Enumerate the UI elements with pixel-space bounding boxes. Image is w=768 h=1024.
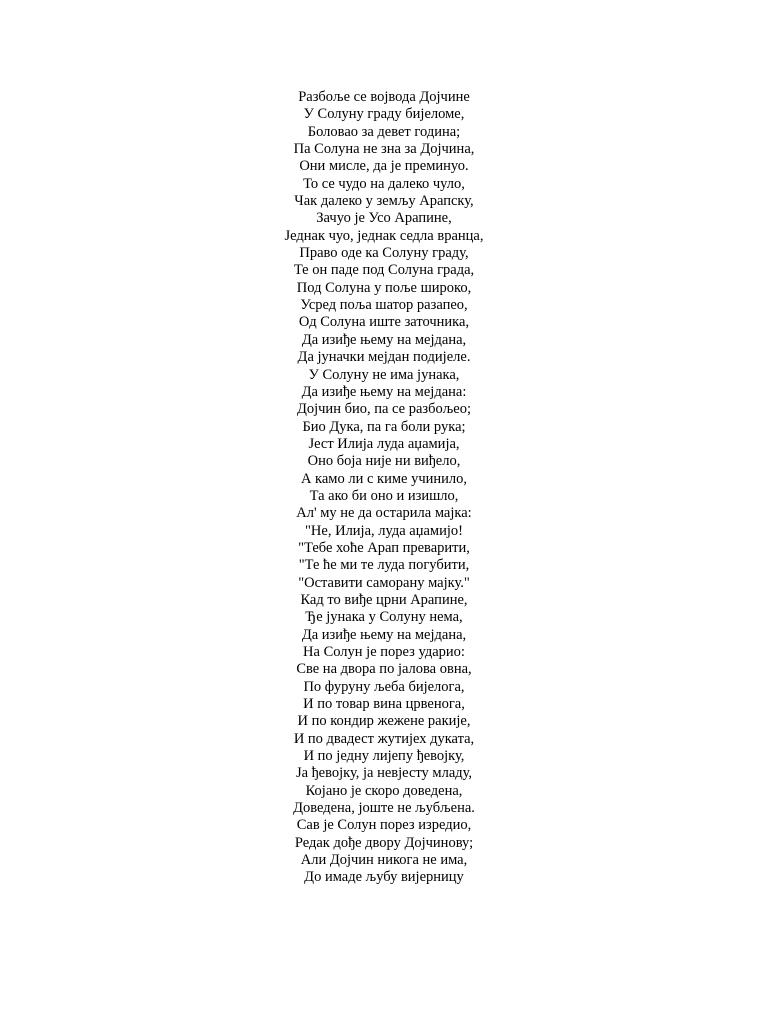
poem-line: Јест Илија луда аџамија,: [308, 435, 460, 452]
poem-line: Та ако би оно и изишло,: [309, 487, 459, 504]
poem-line: И по кондир жежене ракије,: [297, 713, 471, 730]
poem-line: Па Солуна не зна за Дојчина,: [293, 141, 475, 158]
poem-line: До имаде љубу вијерницу: [304, 869, 464, 886]
poem-line: Под Солуна у поље широко,: [296, 279, 472, 296]
poem-line: Разбоље се војвода Дојчине: [298, 89, 470, 105]
poem-line: Сав је Солун порез изредио,: [296, 817, 472, 834]
poem-line: У Солуну не има јунака,: [308, 366, 460, 383]
poem-line: Они мисле, да је преминуо.: [299, 158, 469, 175]
poem-line: И по једну лијепу ђевојку,: [303, 748, 465, 765]
poem-line: На Солун је порез ударио:: [303, 644, 465, 660]
poem-line: Од Солуна иште заточника,: [298, 314, 470, 331]
poem-line: Био Дука, па га боли рука;: [302, 418, 466, 435]
poem-line: Дојчин био, па се разбољео;: [296, 401, 472, 418]
poem-line: Доведена, јоште не љубљена.: [293, 800, 475, 817]
poem-line: А камо ли с киме учинило,: [300, 470, 468, 487]
poem-line: Чак далеко у земљу Арапску,: [294, 193, 474, 210]
poem-line: Али Дојчин никога не има,: [300, 852, 468, 869]
poem-line: И по двадест жутијех дуката,: [293, 730, 475, 747]
poem-line: Оно боја није ни виђело,: [307, 453, 461, 470]
poem-line: Право оде ка Солуну граду,: [299, 245, 469, 262]
poem-line: Да јуначки мејдан подијеле.: [297, 349, 471, 366]
poem-line: Редак дође двору Дојчинову;: [294, 834, 474, 851]
document-page: [0, 89, 768, 887]
poem-line: То се чудо на далеко чуло,: [303, 175, 465, 192]
poem-line: "Тебе хоће Арап преварити,: [298, 539, 470, 556]
poem-line: Те он паде под Солуна града,: [293, 262, 475, 279]
poem-line: Ал' му не да остарила мајка:: [296, 505, 472, 522]
poem-line: Да изиђе њему на мејдана,: [301, 331, 467, 348]
poem-line: Зачуо је Усо Арапине,: [316, 210, 452, 227]
poem-text: [0, 89, 768, 887]
poem-line: Све на двора по јалова овна,: [296, 661, 472, 678]
poem-line: "Не, Илија, луда аџамијо!: [305, 522, 463, 539]
poem-line: Усред поља шатор разапео,: [300, 297, 468, 314]
poem-line: Да изиђе њему на мејдана:: [301, 383, 467, 400]
poem-line: По фуруну љеба бијелога,: [303, 678, 465, 695]
poem-line: Којано је скоро доведена,: [305, 782, 463, 799]
poem-line: "Те ће ми те луда погубити,: [298, 557, 470, 574]
poem-line: И по товар вина црвенога,: [303, 696, 465, 713]
poem-line: Ђе јунака у Солуну нема,: [305, 609, 463, 626]
poem-line: Кад то виђе црни Арапине,: [300, 591, 468, 608]
poem-line: Једнак чуо, једнак седла вранца,: [284, 227, 484, 244]
poem-line: У Солуну граду бијеломе,: [303, 106, 465, 123]
poem-line: Ја ђевојку, ја невјесту младу,: [295, 765, 473, 782]
poem-line: Боловао за девет година;: [307, 123, 461, 140]
poem-line: "Оставити саморану мајку.": [298, 574, 470, 591]
poem-line: Да изиђе њему на мејдана,: [301, 626, 467, 643]
